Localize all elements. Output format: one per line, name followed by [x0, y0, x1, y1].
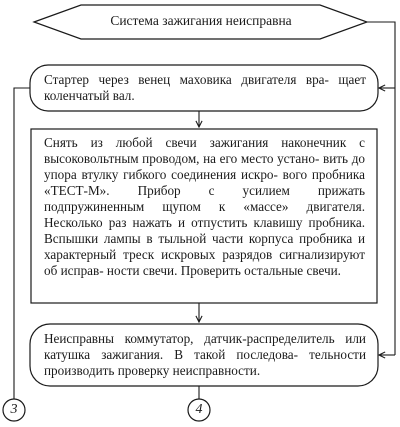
line-to-connector-3 — [14, 88, 30, 399]
step2-text: Снять из любой свечи зажигания наконечник с высоковольтным проводом, на его место устано- вить до упора втулку гибкого соединения искро- вого пробника «ТЕСТ-М». Прибор с усилием прижать подпружиненным щупом к «массе» двигателя. Несколько раз нажать и отпустить клавишу пробника. Вспышки лампы в тыльной части корпуса пробника и характерный треск искровых разрядов сигнализируют об исправ- ности свечи. Проверить остальные свечи. — [44, 135, 365, 278]
connector-3-label: 3 — [10, 402, 18, 417]
start-label: Система зажигания неисправна — [110, 13, 292, 28]
step1-text: Стартер через венец маховика двигателя вра- щает коленчатый вал. — [44, 72, 366, 103]
connector-4-label: 4 — [195, 402, 203, 417]
step3-text: Неисправны коммутатор, датчик-распределитель или катушка зажигания. В такой последова- тельности производить проверку неисправности. — [44, 331, 366, 378]
